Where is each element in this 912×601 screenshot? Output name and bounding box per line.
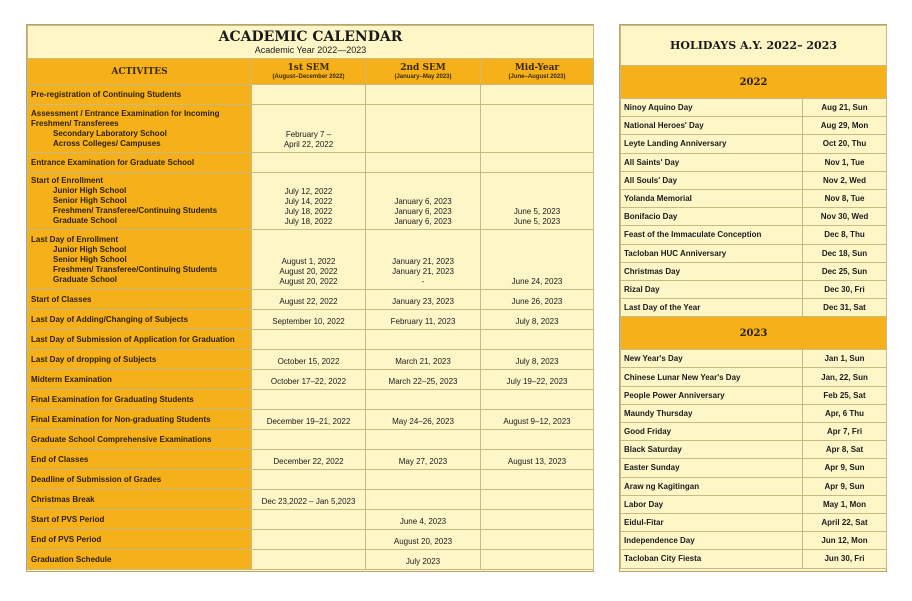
holiday-name: Tacloban HUC Anniversary <box>621 244 803 262</box>
holiday-year-row <box>621 66 887 99</box>
activity-cell <box>28 290 252 310</box>
sem1-date-cell <box>252 430 366 450</box>
academic-calendar-panel <box>26 24 594 572</box>
sem1-date-cell <box>252 530 366 550</box>
holiday-date: Apr 7, Fri <box>803 423 887 441</box>
holiday-name: Yolanda Memorial <box>621 189 803 207</box>
activity-label: Freshmen/ Transferee/Continuing Students <box>53 264 218 274</box>
date-value: February 11, 2023 <box>390 317 456 326</box>
holiday-row <box>621 368 887 386</box>
holiday-year-row <box>621 317 887 350</box>
calendar-subtitle: Academic Year 2022—2023 <box>254 44 367 55</box>
date-value: June 5, 2023 <box>513 217 561 226</box>
holiday-row <box>621 386 887 404</box>
activity-label: Graduate School <box>53 216 118 225</box>
activity-label: End of PVS Period <box>31 534 102 544</box>
sem2-date-cell <box>366 290 481 310</box>
date-value: August 20, 2022 <box>279 277 338 286</box>
calendar-table <box>27 25 594 570</box>
date-value: July 18, 2022 <box>284 207 333 216</box>
holiday-row <box>621 477 887 495</box>
holiday-row <box>621 495 887 513</box>
date-value: October 15, 2022 <box>277 357 340 366</box>
sem1-date-cell <box>252 153 366 173</box>
calendar-row <box>28 410 594 430</box>
calendar-row <box>28 105 594 153</box>
mid-date-cell <box>481 153 594 173</box>
holiday-date: Apr 8, Sat <box>803 441 887 459</box>
holiday-name: Last Day of the Year <box>621 299 803 317</box>
calendar-row <box>28 153 594 173</box>
holiday-date: Aug 21, Sun <box>803 99 887 117</box>
holiday-row <box>621 153 887 171</box>
holiday-row <box>621 423 887 441</box>
calendar-row <box>28 310 594 330</box>
sem1-date-cell <box>252 85 366 105</box>
holiday-date: Jan, 22, Sun <box>803 368 887 386</box>
holidays-table <box>620 25 887 569</box>
mid-date-cell <box>481 490 594 510</box>
holiday-date: Jan 1, Sun <box>803 350 887 368</box>
holiday-date: Feb 25, Sat <box>803 386 887 404</box>
sem2-date-cell <box>366 173 481 230</box>
activity-label: Graduation Schedule <box>31 554 112 564</box>
calendar-row <box>28 510 594 530</box>
date-value: December 22, 2022 <box>273 457 344 466</box>
holiday-name: Leyte Landing Anniversary <box>621 135 803 153</box>
activity-label: Assessment / Entrance Examination for Incoming <box>31 108 220 118</box>
sem1-date-cell <box>252 450 366 470</box>
mid-date-cell <box>481 450 594 470</box>
holiday-date: Aug 29, Mon <box>803 117 887 135</box>
activity-label: Start of Enrollment <box>31 176 104 185</box>
calendar-row <box>28 330 594 350</box>
mid-date-cell <box>481 430 594 450</box>
activity-label: Start of PVS Period <box>31 514 105 524</box>
date-value: May 27, 2023 <box>398 457 448 466</box>
activity-label: Secondary Laboratory School <box>53 128 167 138</box>
date-value: July 2023 <box>405 557 441 566</box>
holiday-date: Nov 30, Wed <box>803 208 887 226</box>
date-value: June 4, 2023 <box>399 517 447 526</box>
sem2-date-cell <box>366 310 481 330</box>
calendar-title-cell <box>28 26 594 59</box>
holidays-panel <box>619 24 887 572</box>
date-value: Dec 23,2022 – Jan 5,2023 <box>261 497 356 506</box>
calendar-body <box>28 85 594 570</box>
holiday-date: Dec 8, Thu <box>803 226 887 244</box>
holiday-row <box>621 208 887 226</box>
sem1-date-cell <box>252 350 366 370</box>
holiday-row <box>621 280 887 298</box>
activity-label: Pre-registration of Continuing Students <box>31 89 182 99</box>
date-value: July 8, 2023 <box>515 317 559 326</box>
activity-label: Last Day of Submission of Application for Graduation <box>31 334 235 344</box>
mid-date-cell <box>481 290 594 310</box>
calendar-row <box>28 550 594 570</box>
activity-cell <box>28 410 252 430</box>
activity-cell <box>28 310 252 330</box>
sem2-date-cell <box>366 230 481 290</box>
mid-date-cell <box>481 370 594 390</box>
sem1-date-cell <box>252 173 366 230</box>
activity-label: Senior High School <box>53 196 127 205</box>
holiday-name: Rizal Day <box>621 280 803 298</box>
holidays-title: HOLIDAYS A.Y. 2022– 2023 <box>621 26 887 66</box>
activity-label: Final Examination for Graduating Students <box>31 394 194 404</box>
calendar-row <box>28 390 594 410</box>
holiday-name: Easter Sunday <box>621 459 803 477</box>
holiday-year-heading: 2023 <box>621 317 887 350</box>
activity-label: Graduate School Comprehensive Examinations <box>31 434 212 444</box>
sem1-date-cell <box>252 230 366 290</box>
activity-label: Christmas Break <box>31 494 95 504</box>
date-value: August 20, 2023 <box>393 537 453 546</box>
activity-cell <box>28 390 252 410</box>
calendar-row <box>28 470 594 490</box>
date-value: January 6, 2023 <box>394 217 452 226</box>
activity-cell <box>28 470 252 490</box>
activity-cell <box>28 530 252 550</box>
calendar-row <box>28 290 594 310</box>
sem1-date-cell <box>252 550 366 570</box>
date-value: January 6, 2023 <box>394 197 452 206</box>
activity-label: Entrance Examination for Graduate School <box>31 157 195 167</box>
sem1-date-cell <box>252 510 366 530</box>
mid-date-cell <box>481 173 594 230</box>
sem2-date-cell <box>366 550 481 570</box>
holiday-name: Good Friday <box>621 423 803 441</box>
holiday-name: Black Saturday <box>621 441 803 459</box>
mid-date-cell <box>481 530 594 550</box>
calendar-row <box>28 85 594 105</box>
activity-cell <box>28 350 252 370</box>
activity-label: Junior High School <box>53 244 127 254</box>
holiday-date: Apr 9, Sun <box>803 477 887 495</box>
holiday-name: Tacloban City Fiesta <box>621 550 803 568</box>
date-value: February 7 – <box>285 130 332 139</box>
calendar-header-row <box>28 59 594 85</box>
date-value: January 21, 2023 <box>392 257 454 266</box>
holiday-date: Dec 30, Fri <box>803 280 887 298</box>
holiday-name: Labor Day <box>621 495 803 513</box>
activity-label: Junior High School <box>53 186 127 195</box>
calendar-row <box>28 530 594 550</box>
activity-label: Senior High School <box>53 254 127 264</box>
date-value: August 22, 2022 <box>279 297 338 306</box>
holiday-row <box>621 513 887 531</box>
holiday-row <box>621 404 887 422</box>
date-value: July 12, 2022 <box>284 187 333 196</box>
mid-date-cell <box>481 390 594 410</box>
holiday-date: Jun 30, Fri <box>803 550 887 568</box>
date-value: July 18, 2022 <box>284 217 333 226</box>
activity-cell <box>28 370 252 390</box>
activity-cell <box>28 230 252 290</box>
activity-cell <box>28 330 252 350</box>
sem2-date-cell <box>366 350 481 370</box>
activity-cell <box>28 105 252 153</box>
activity-label: Start of Classes <box>31 294 92 304</box>
calendar-row <box>28 173 594 230</box>
date-value: April 22, 2022 <box>283 140 334 149</box>
sem1-date-cell <box>252 470 366 490</box>
sem2-date-cell <box>366 510 481 530</box>
holiday-row <box>621 350 887 368</box>
date-value: July 8, 2023 <box>515 357 559 366</box>
holiday-row <box>621 262 887 280</box>
sem1-date-cell <box>252 390 366 410</box>
date-value: December 19–21, 2022 <box>266 417 351 426</box>
calendar-row <box>28 370 594 390</box>
holiday-name: All Souls' Day <box>621 171 803 189</box>
sem2-date-cell <box>366 410 481 430</box>
activity-label: Graduate School <box>53 274 118 284</box>
holiday-date: Nov 1, Tue <box>803 153 887 171</box>
sem2-date-cell <box>366 370 481 390</box>
sem2-date-cell <box>366 153 481 173</box>
sem2-date-cell <box>366 490 481 510</box>
holiday-row <box>621 299 887 317</box>
col-header-midyear: Mid-Year (June–August 2023) <box>481 59 594 85</box>
date-value: July 14, 2022 <box>284 197 333 206</box>
holiday-row <box>621 135 887 153</box>
mid-date-cell <box>481 510 594 530</box>
date-value: September 10, 2022 <box>272 317 345 326</box>
activity-label: Deadline of Submission of Grades <box>31 474 162 484</box>
holidays-body <box>621 66 887 569</box>
activity-cell <box>28 450 252 470</box>
sem1-date-cell <box>252 370 366 390</box>
holiday-date: May 1, Mon <box>803 495 887 513</box>
col-header-activities: ACTIVITES <box>28 59 252 85</box>
mid-date-cell <box>481 330 594 350</box>
mid-date-cell <box>481 230 594 290</box>
holiday-date: April 22, Sat <box>803 513 887 531</box>
activity-label: End of Classes <box>31 454 89 464</box>
date-value: January 23, 2023 <box>392 297 454 306</box>
calendar-title: ACADEMIC CALENDAR <box>218 28 403 45</box>
holiday-row <box>621 171 887 189</box>
activity-label: Midterm Examination <box>31 374 112 384</box>
calendar-row <box>28 230 594 290</box>
activity-label: Last Day of Adding/Changing of Subjects <box>31 314 189 324</box>
mid-date-cell <box>481 350 594 370</box>
date-value: August 13, 2023 <box>507 457 567 466</box>
holiday-row <box>621 441 887 459</box>
activity-cell <box>28 490 252 510</box>
date-value: May 24–26, 2023 <box>392 417 454 426</box>
activity-label: Freshmen/ Transferee/Continuing Students <box>53 206 218 215</box>
activity-label: Last Day of Enrollment <box>31 234 119 244</box>
holiday-name: New Year's Day <box>621 350 803 368</box>
sem1-date-cell <box>252 330 366 350</box>
holiday-date: Dec 18, Sun <box>803 244 887 262</box>
holiday-row <box>621 532 887 550</box>
activity-label: Freshmen/ Transferees <box>31 118 119 128</box>
holiday-name: Bonifacio Day <box>621 208 803 226</box>
holiday-date: Apr 9, Sun <box>803 459 887 477</box>
holiday-name: All Saints' Day <box>621 153 803 171</box>
holiday-name: Ninoy Aquino Day <box>621 99 803 117</box>
holiday-name: Chinese Lunar New Year's Day <box>621 368 803 386</box>
col-header-sem1: 1st SEM (August–December 2022) <box>252 59 366 85</box>
sem2-date-cell <box>366 450 481 470</box>
sem1-date-cell <box>252 105 366 153</box>
sem2-date-cell <box>366 430 481 450</box>
calendar-row <box>28 350 594 370</box>
holiday-row <box>621 189 887 207</box>
holiday-row <box>621 226 887 244</box>
activity-cell <box>28 173 252 230</box>
date-value: October 17–22, 2022 <box>270 377 347 386</box>
date-value: June 5, 2023 <box>513 207 561 216</box>
date-value: January 21, 2023 <box>392 267 454 276</box>
holiday-date: Nov 2, Wed <box>803 171 887 189</box>
holiday-name: Maundy Thursday <box>621 404 803 422</box>
activity-cell <box>28 85 252 105</box>
sem1-date-cell <box>252 410 366 430</box>
date-value: August 9–12, 2023 <box>503 417 571 426</box>
date-value: June 26, 2023 <box>511 297 563 306</box>
holiday-row <box>621 550 887 568</box>
holiday-name: People Power Anniversary <box>621 386 803 404</box>
activity-cell <box>28 510 252 530</box>
mid-date-cell <box>481 550 594 570</box>
holiday-name: Araw ng Kagitingan <box>621 477 803 495</box>
holiday-name: Independence Day <box>621 532 803 550</box>
activity-cell <box>28 430 252 450</box>
holiday-row <box>621 117 887 135</box>
date-value: January 6, 2023 <box>394 207 452 216</box>
holiday-name: National Heroes' Day <box>621 117 803 135</box>
sem2-date-cell <box>366 105 481 153</box>
holiday-date: Dec 25, Sun <box>803 262 887 280</box>
date-value: August 1, 2022 <box>281 257 336 266</box>
mid-date-cell <box>481 410 594 430</box>
holiday-name: Christmas Day <box>621 262 803 280</box>
sem1-date-cell <box>252 310 366 330</box>
date-value: June 24, 2023 <box>511 277 563 286</box>
holiday-date: Oct 20, Thu <box>803 135 887 153</box>
holiday-date: Jun 12, Mon <box>803 532 887 550</box>
activity-label: Last Day of dropping of Subjects <box>31 354 157 364</box>
holiday-row <box>621 99 887 117</box>
sem2-date-cell <box>366 470 481 490</box>
holiday-date: Apr, 6 Thu <box>803 404 887 422</box>
sem2-date-cell <box>366 330 481 350</box>
holiday-name: Eidul-Fitar <box>621 513 803 531</box>
calendar-row <box>28 450 594 470</box>
holiday-date: Nov 8, Tue <box>803 189 887 207</box>
holiday-date: Dec 31, Sat <box>803 299 887 317</box>
date-value: March 21, 2023 <box>395 357 451 366</box>
sem2-date-cell <box>366 390 481 410</box>
activity-cell <box>28 153 252 173</box>
date-value: - <box>421 277 425 286</box>
activity-label: Across Colleges/ Campuses <box>53 138 161 148</box>
activity-cell <box>28 550 252 570</box>
activity-label: Final Examination for Non-graduating Students <box>31 414 211 424</box>
holiday-year-heading: 2022 <box>621 66 887 99</box>
date-value: August 20, 2022 <box>279 267 338 276</box>
mid-date-cell <box>481 310 594 330</box>
sem2-date-cell <box>366 85 481 105</box>
mid-date-cell <box>481 85 594 105</box>
sem2-date-cell <box>366 530 481 550</box>
calendar-row <box>28 430 594 450</box>
date-value: March 22–25, 2023 <box>388 377 458 386</box>
col-header-sem2: 2nd SEM (January–May 2023) <box>366 59 481 85</box>
date-value: July 19–22, 2023 <box>506 377 568 386</box>
calendar-row <box>28 490 594 510</box>
holiday-row <box>621 459 887 477</box>
mid-date-cell <box>481 105 594 153</box>
holiday-name: Feast of the Immaculate Conception <box>621 226 803 244</box>
mid-date-cell <box>481 470 594 490</box>
holiday-row <box>621 244 887 262</box>
sem1-date-cell <box>252 290 366 310</box>
sem1-date-cell <box>252 490 366 510</box>
